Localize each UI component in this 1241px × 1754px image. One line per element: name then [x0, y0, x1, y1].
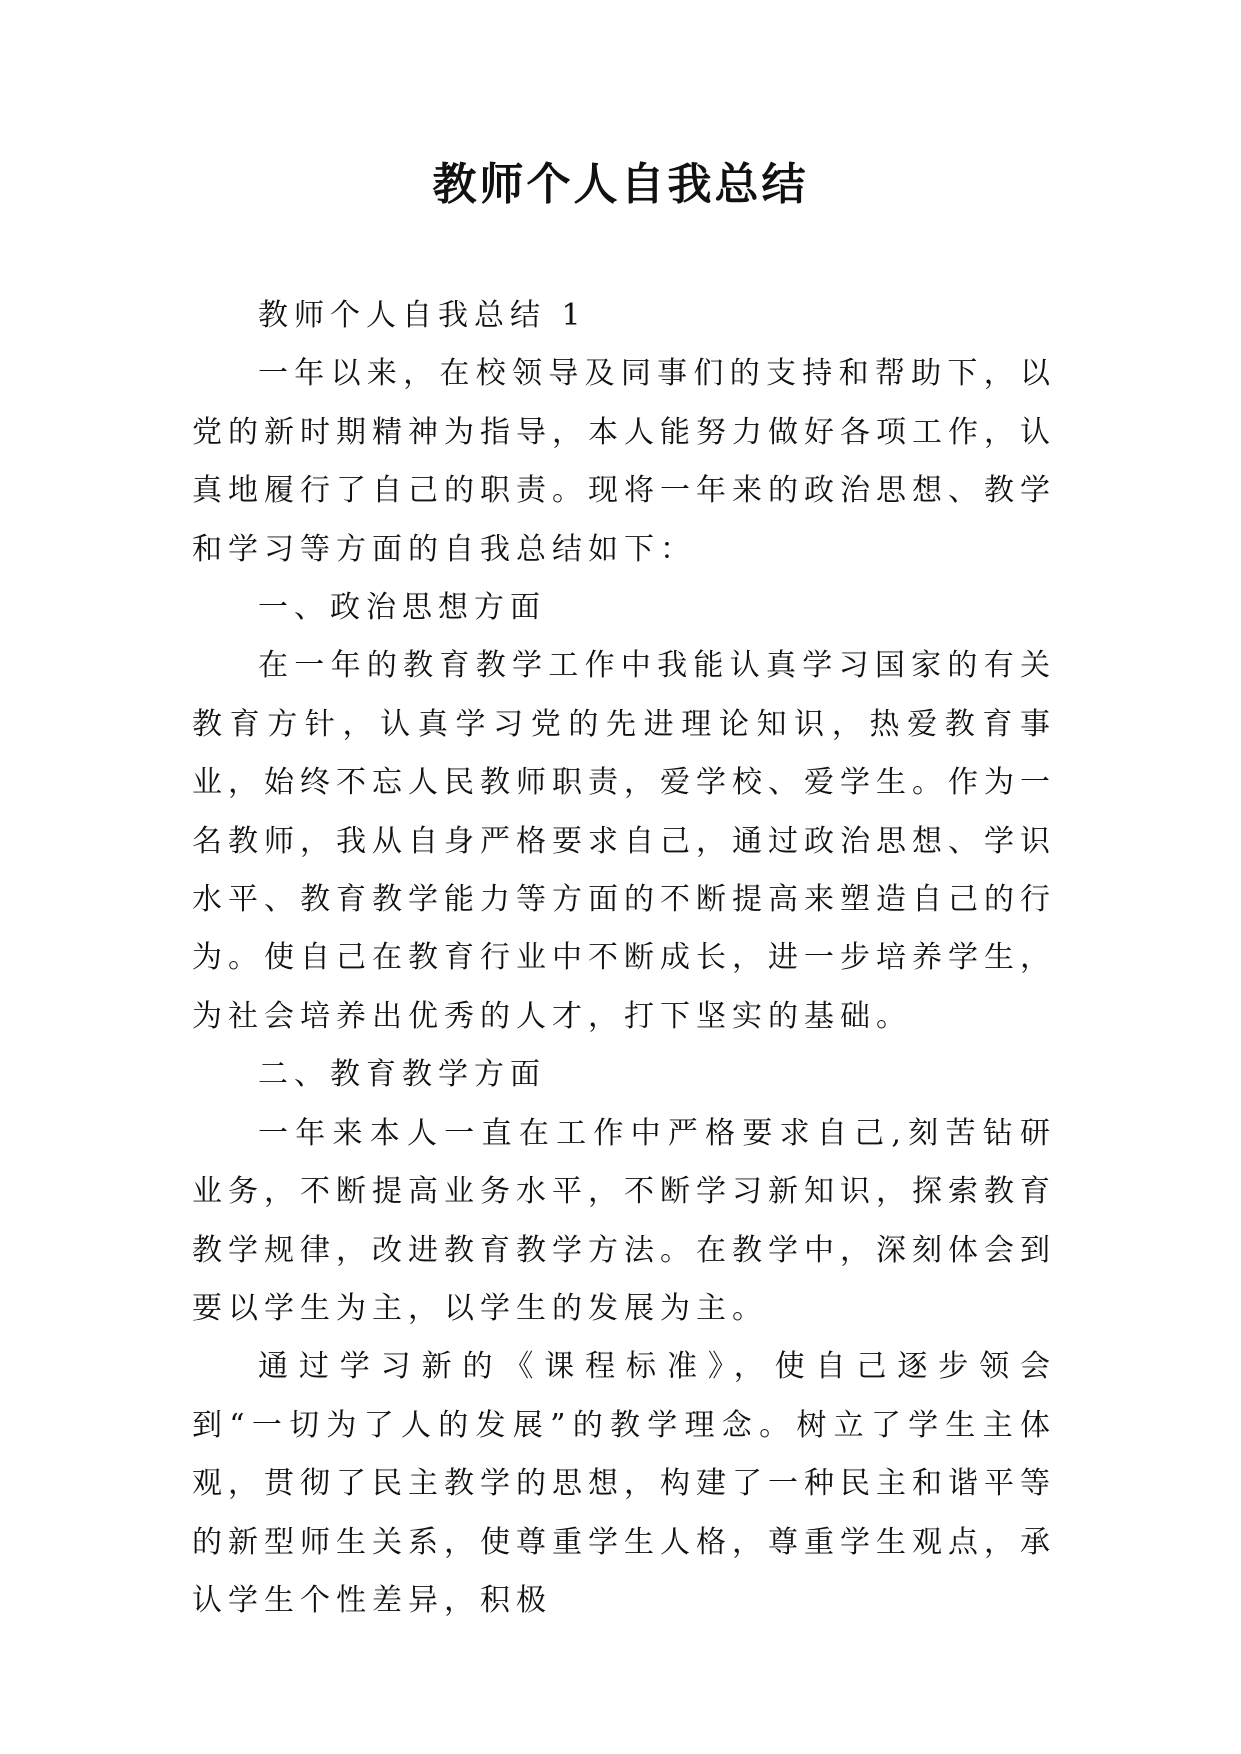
document-body [192, 287, 1056, 1630]
paragraph-curriculum: 通过学习新的《课程标准》，使自己逐步领会到“一切为了人的发展”的教学理念。树立了学生主体观，贯彻了民主教学的思想，构建了一种民主和谐平等的新型师生关系，使尊重学生人格，尊重学生观点，承认学生个性差异，积极 [192, 1349, 1056, 1618]
document-title: 教师个人自我总结 [432, 159, 809, 210]
section-heading-teaching: 二、教育教学方面 [258, 1057, 546, 1093]
paragraph-intro: 一年以来，在校领导及同事们的支持和帮助下，以党的新时期精神为指导，本人能努力做好各项工作，认真地履行了自己的职责。现将一年来的政治思想、教学和学习等方面的自我总结如下： [192, 356, 1056, 567]
paragraph-teaching: 一年来本人一直在工作中严格要求自己,刻苦钻研业务，不断提高业务水平，不断学习新知识，探索教育教学规律，改进教育教学方法。在教学中，深刻体会到要以学生为主，以学生的发展为主。 [192, 1115, 1056, 1326]
paragraph-political: 在一年的教育教学工作中我能认真学习国家的有关教育方针，认真学习党的先进理论知识，热爱教育事业，始终不忘人民教师职责，爱学校、爱学生。作为一名教师，我从自身严格要求自己，通过政治思想、学识水平、教育教学能力等方面的不断提高来塑造自己的行为。使自己在教育行业中不断成长，进一步培养学生，为社会培养出优秀的人才，打下坚实的基础。 [192, 648, 1056, 1034]
section-heading-political: 一、政治思想方面 [258, 590, 546, 626]
section-heading-summary-1: 教师个人自我总结 1 [258, 298, 587, 333]
